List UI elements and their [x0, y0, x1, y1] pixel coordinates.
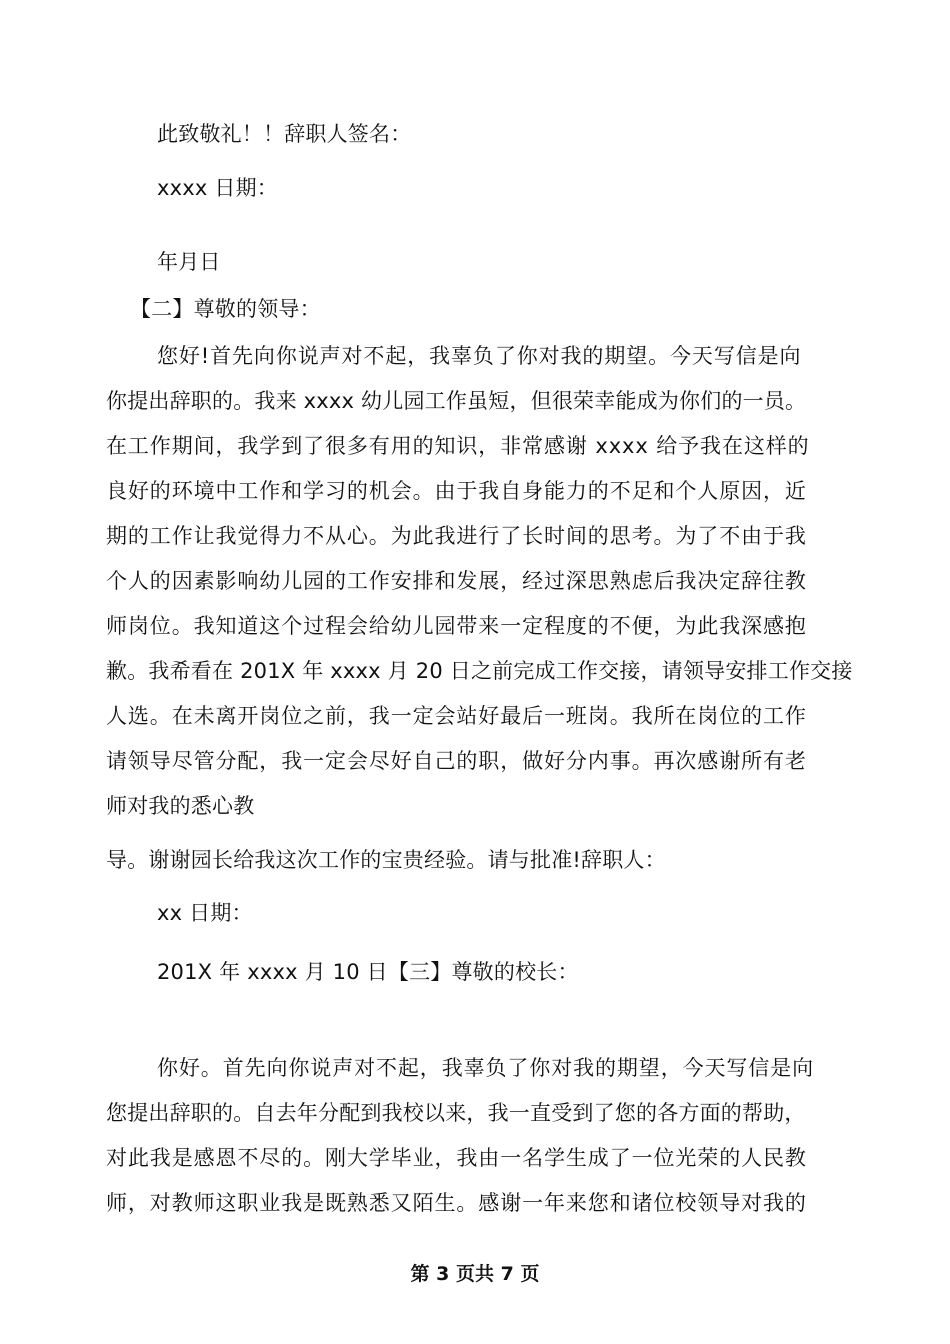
closing-line: 此致敬礼！！辞职人签名：	[157, 122, 412, 146]
page-number-footer: 第 3 页共 7 页	[410, 1263, 540, 1285]
paragraph-line: 个人的因素影响幼儿园的工作安排和发展，经过深思熟虑后我决定辞往教	[106, 569, 807, 593]
signer-date-line: xxxx 日期：	[157, 176, 278, 200]
section-heading-2: 【二】尊敬的领导：	[130, 297, 321, 321]
paragraph-line: 师岗位。我知道这个过程会给幼儿园带来一定程度的不便，为此我深感抱	[106, 614, 807, 638]
signer-date-line: xx 日期：	[157, 901, 253, 925]
paragraph-line: 师，对教师这职业我是既熟悉又陌生。感谢一年来您和诸位校领导对我的	[106, 1191, 807, 1215]
paragraph-line: 请领导尽管分配，我一定会尽好自己的职，做好分内事。再次感谢所有老	[106, 749, 807, 773]
paragraph-line: 师对我的悉心教	[106, 794, 255, 818]
paragraph-line: 你提出辞职的。我来 xxxx 幼儿园工作虽短，但很荣幸能成为你们的一员。	[106, 389, 807, 413]
paragraph-line: 导。谢谢园长给我这次工作的宝贵经验。请与批准!辞职人：	[106, 848, 666, 872]
paragraph-line: 对此我是感恩不尽的。刚大学毕业，我由一名学生成了一位光荣的人民教	[106, 1146, 807, 1170]
paragraph-line: 良好的环境中工作和学习的机会。由于我自身能力的不足和个人原因，近	[106, 479, 807, 503]
date-line: 年月日	[157, 250, 221, 274]
paragraph-line: 期的工作让我觉得力不从心。为此我进行了长时间的思考。为了不由于我	[106, 524, 807, 548]
paragraph-line: 歉。我希看在 201X 年 xxxx 月 20 日之前完成工作交接，请领导安排工作交接	[106, 659, 853, 683]
paragraph-line: 您提出辞职的。自去年分配到我校以来，我一直受到了您的各方面的帮助，	[106, 1101, 806, 1125]
paragraph-line: 你好。首先向你说声对不起，我辜负了你对我的期望，今天写信是向	[157, 1056, 814, 1080]
date-heading-line: 201X 年 xxxx 月 10 日【三】尊敬的校长：	[157, 960, 579, 984]
paragraph-line: 人选。在未离开岗位之前，我一定会站好最后一班岗。我所在岗位的工作	[106, 704, 807, 728]
paragraph-line: 在工作期间，我学到了很多有用的知识，非常感谢 xxxx 给予我在这样的	[106, 434, 810, 458]
paragraph-line: 您好!首先向你说声对不起，我辜负了你对我的期望。今天写信是向	[157, 344, 802, 368]
